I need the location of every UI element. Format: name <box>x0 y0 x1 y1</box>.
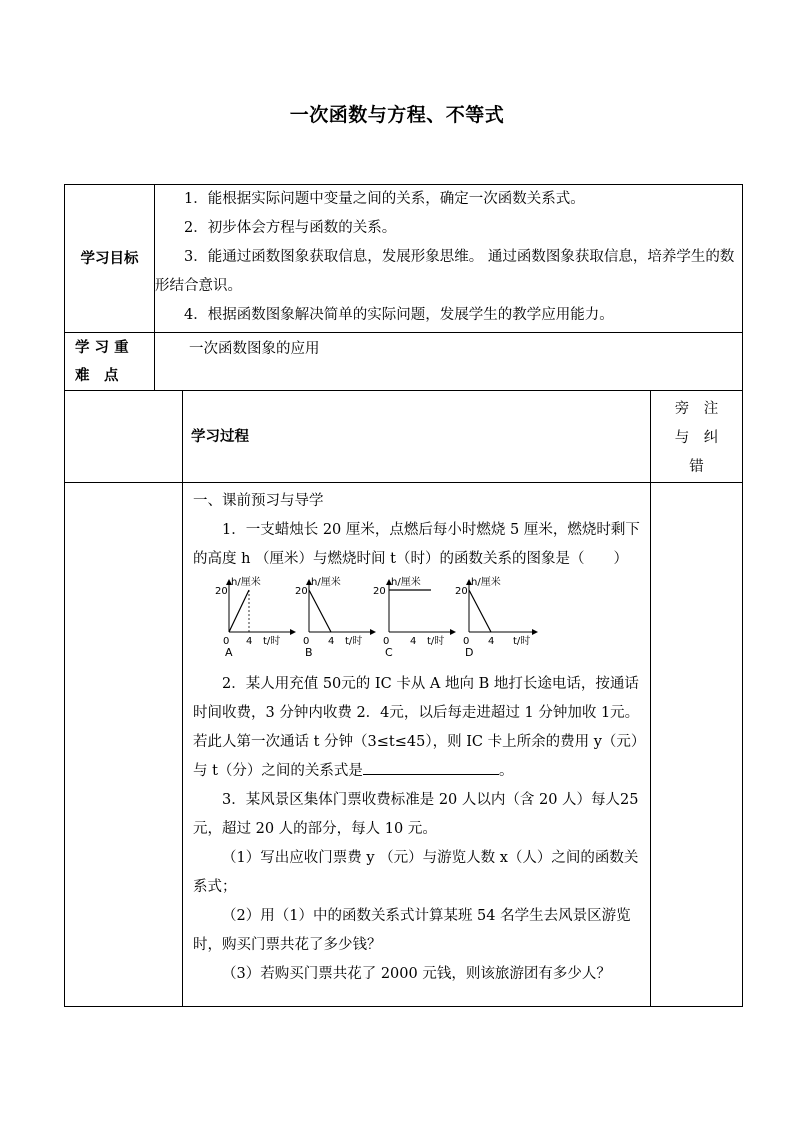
graph-d-ylabel: h/厘米 <box>471 577 501 588</box>
answer-blank[interactable] <box>363 758 499 775</box>
process-title: 学习过程 <box>183 391 651 483</box>
graph-a-ytick: 20 <box>215 586 228 597</box>
question-3-part-2: （2）用（1）中的函数关系式计算某班 54 名学生去风景区游览时，购买门票共花了多少钱？ <box>193 908 631 953</box>
graph-d-xlabel: t/时 <box>513 636 531 647</box>
graph-b-ylabel: h/厘米 <box>311 577 341 588</box>
graph-b-ytick: 20 <box>295 586 308 597</box>
process-content <box>183 483 651 1007</box>
graph-a-option: A <box>225 646 233 659</box>
side-notes-line1: 旁 注 <box>674 401 719 417</box>
question-2-end: 。 <box>498 763 514 779</box>
study-table <box>64 184 743 1007</box>
question-3-part-3: （3）若购买门票共花了 2000 元钱，则该旅游团有多少人？ <box>222 966 611 982</box>
graph-a-origin: 0 <box>223 636 230 647</box>
graph-c-origin: 0 <box>383 636 390 647</box>
key-points-label-line2: 难 点 <box>75 366 119 384</box>
graph-c-xlabel: t/时 <box>427 636 445 647</box>
page-title: 一次函数与方程、不等式 <box>289 104 505 126</box>
graph-b-origin: 0 <box>303 636 310 647</box>
objective-item: 4．根据函数图象解决简单的实际问题，发展学生的教学应用能力。 <box>184 307 614 323</box>
graph-b-option: B <box>305 646 313 659</box>
graph-a-ylabel: h/厘米 <box>231 577 261 588</box>
key-points-content: 一次函数图象的应用 <box>155 333 743 391</box>
graph-c-xtick: 4 <box>410 636 417 647</box>
side-notes-line2: 与 纠 <box>674 430 719 446</box>
graph-d-xtick: 4 <box>488 636 495 647</box>
process-header-blank <box>65 391 183 483</box>
side-notes-header <box>651 391 743 483</box>
key-points-label <box>65 333 155 391</box>
process-left-blank <box>65 483 183 1007</box>
graph-options <box>213 574 644 670</box>
graph-c-ylabel: h/厘米 <box>391 577 421 588</box>
section-heading: 一、课前预习与导学 <box>193 493 324 509</box>
graph-d-option: D <box>465 646 474 659</box>
side-notes-line3: 错 <box>689 459 704 475</box>
graph-a-xtick: 4 <box>246 636 253 647</box>
objective-item: 2．初步体会方程与函数的关系。 <box>184 220 397 236</box>
question-2-text: 2．某人用充值 50元的 IC 卡从 A 地向 B 地打长途电话，按通话时间收费，3 分钟内收费 2．4元，以后每走进超过 1 分钟加收 1元。若此人第一次通话 t 分钟（3≤t≤45），则 IC 卡上所余的费用 y（元）与 t（分）之间的关系式是 <box>193 676 640 779</box>
graph-c-ytick: 20 <box>373 586 386 597</box>
graph-c-option: C <box>385 646 393 659</box>
graph-a <box>215 575 295 659</box>
graph-options-svg <box>213 574 543 666</box>
objective-item: 3．能通过函数图象获取信息，发展形象思维。 通过函数图象获取信息，培养学生的数形结合意识。 <box>155 249 735 294</box>
graph-d <box>455 575 537 659</box>
graph-c <box>373 575 455 659</box>
question-1: 1．一支蜡烛长 20 厘米，点燃后每小时燃烧 5 厘米，燃烧时剩下的高度 h （厘米）与燃烧时间 t（时）的函数关系的图象是（ ） <box>193 522 640 567</box>
graph-b-xlabel: t/时 <box>345 636 363 647</box>
question-3-part-1: （1）写出应收门票费 y （元）与游览人数 x（人）之间的函数关系式； <box>193 850 639 895</box>
graph-b <box>295 575 375 659</box>
objective-item: 1．能根据实际问题中变量之间的关系，确定一次函数关系式。 <box>184 191 585 207</box>
graph-d-ytick: 20 <box>455 586 468 597</box>
graph-a-xlabel: t/时 <box>263 636 281 647</box>
question-2 <box>193 670 644 786</box>
key-points-label-line1: 学 习 重 <box>75 338 129 356</box>
graph-b-xtick: 4 <box>328 636 335 647</box>
side-notes-cell <box>651 483 743 1007</box>
graph-d-origin: 0 <box>463 636 470 647</box>
objectives-cell <box>155 185 743 333</box>
objectives-label: 学习目标 <box>65 185 155 333</box>
question-3: 3．某风景区集体门票收费标准是 20 人以内（含 20 人）每人25元，超过 20 人的部分，每人 10 元。 <box>193 792 639 837</box>
